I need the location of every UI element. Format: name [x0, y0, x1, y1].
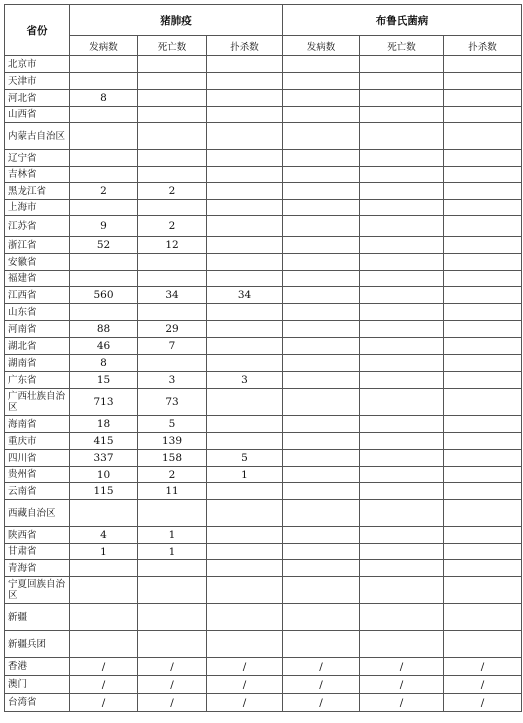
- province-cell: 西藏自治区: [5, 500, 70, 527]
- province-cell: 重庆市: [5, 433, 70, 450]
- table-row: [5, 90, 522, 107]
- value-cell: 1: [70, 544, 138, 560]
- province-cell: 辽宁省: [5, 150, 70, 167]
- value-cell: 11: [138, 483, 207, 500]
- value-cell: /: [207, 658, 283, 676]
- province-cell: 江西省: [5, 287, 70, 304]
- value-cell: [360, 604, 444, 631]
- value-cell: [207, 500, 283, 527]
- table-row: [5, 73, 522, 90]
- value-cell: [283, 416, 360, 433]
- table-row: [5, 694, 522, 712]
- value-cell: [207, 544, 283, 560]
- value-cell: [70, 577, 138, 604]
- value-cell: [70, 631, 138, 658]
- value-cell: [283, 500, 360, 527]
- province-cell: 内蒙古自治区: [5, 123, 70, 150]
- province-cell: 黑龙江省: [5, 183, 70, 200]
- value-cell: 158: [138, 450, 207, 467]
- deaths-header: 死亡数: [138, 36, 207, 56]
- value-cell: [207, 355, 283, 372]
- value-cell: /: [283, 694, 360, 712]
- province-cell: 山西省: [5, 107, 70, 123]
- value-cell: [207, 123, 283, 150]
- value-cell: 2: [138, 467, 207, 483]
- value-cell: [207, 271, 283, 287]
- table-row: [5, 338, 522, 355]
- value-cell: [283, 150, 360, 167]
- value-cell: [444, 577, 522, 604]
- value-cell: [70, 167, 138, 183]
- table-row: [5, 56, 522, 73]
- value-cell: [138, 500, 207, 527]
- value-cell: [444, 183, 522, 200]
- value-cell: [360, 287, 444, 304]
- table-row: [5, 658, 522, 676]
- value-cell: [444, 167, 522, 183]
- value-cell: [283, 167, 360, 183]
- value-cell: 713: [70, 389, 138, 416]
- value-cell: [207, 167, 283, 183]
- province-cell: 贵州省: [5, 467, 70, 483]
- value-cell: [138, 150, 207, 167]
- value-cell: [138, 560, 207, 577]
- value-cell: [138, 200, 207, 216]
- value-cell: [360, 577, 444, 604]
- table-row: [5, 631, 522, 658]
- value-cell: 52: [70, 237, 138, 254]
- table-row: [5, 527, 522, 544]
- value-cell: [444, 321, 522, 338]
- value-cell: [70, 254, 138, 271]
- table-row: [5, 500, 522, 527]
- value-cell: [283, 90, 360, 107]
- value-cell: [207, 321, 283, 338]
- value-cell: [444, 56, 522, 73]
- value-cell: 560: [70, 287, 138, 304]
- value-cell: 5: [207, 450, 283, 467]
- province-cell: 宁夏回族自治区: [5, 577, 70, 604]
- province-cell: 天津市: [5, 73, 70, 90]
- table-row: [5, 355, 522, 372]
- value-cell: 9: [70, 216, 138, 237]
- value-cell: [444, 200, 522, 216]
- value-cell: [283, 304, 360, 321]
- province-cell: 甘肃省: [5, 544, 70, 560]
- value-cell: 1: [138, 544, 207, 560]
- value-cell: 8: [70, 90, 138, 107]
- value-cell: 139: [138, 433, 207, 450]
- value-cell: [70, 271, 138, 287]
- value-cell: [283, 338, 360, 355]
- table-row: [5, 183, 522, 200]
- culled-header: 扑杀数: [444, 36, 522, 56]
- value-cell: [360, 527, 444, 544]
- value-cell: [207, 527, 283, 544]
- value-cell: [138, 577, 207, 604]
- value-cell: [70, 123, 138, 150]
- value-cell: [360, 389, 444, 416]
- province-header: 省份: [5, 5, 70, 56]
- brucellosis-header: 布鲁氏菌病: [283, 5, 522, 36]
- value-cell: [70, 304, 138, 321]
- province-cell: 广东省: [5, 372, 70, 389]
- value-cell: [444, 483, 522, 500]
- value-cell: [444, 237, 522, 254]
- value-cell: [138, 73, 207, 90]
- province-cell: 浙江省: [5, 237, 70, 254]
- value-cell: [207, 73, 283, 90]
- value-cell: /: [283, 658, 360, 676]
- value-cell: [207, 577, 283, 604]
- province-cell: 海南省: [5, 416, 70, 433]
- table-row: [5, 483, 522, 500]
- value-cell: [360, 631, 444, 658]
- value-cell: [444, 416, 522, 433]
- value-cell: 8: [70, 355, 138, 372]
- value-cell: [360, 90, 444, 107]
- deaths-header: 死亡数: [360, 36, 444, 56]
- table-row: [5, 389, 522, 416]
- value-cell: /: [207, 676, 283, 694]
- province-cell: 湖北省: [5, 338, 70, 355]
- table-row: [5, 150, 522, 167]
- value-cell: [207, 107, 283, 123]
- value-cell: 29: [138, 321, 207, 338]
- value-cell: [138, 90, 207, 107]
- value-cell: [138, 56, 207, 73]
- value-cell: [444, 271, 522, 287]
- culled-header: 扑杀数: [207, 36, 283, 56]
- value-cell: /: [444, 694, 522, 712]
- value-cell: 337: [70, 450, 138, 467]
- value-cell: 10: [70, 467, 138, 483]
- value-cell: 115: [70, 483, 138, 500]
- value-cell: [283, 483, 360, 500]
- value-cell: [444, 304, 522, 321]
- value-cell: [360, 150, 444, 167]
- value-cell: [283, 56, 360, 73]
- value-cell: [138, 167, 207, 183]
- value-cell: [444, 254, 522, 271]
- value-cell: [360, 560, 444, 577]
- province-cell: 澳门: [5, 676, 70, 694]
- value-cell: [283, 287, 360, 304]
- value-cell: [138, 271, 207, 287]
- value-cell: [207, 90, 283, 107]
- value-cell: [207, 200, 283, 216]
- value-cell: [283, 631, 360, 658]
- value-cell: [283, 389, 360, 416]
- value-cell: [207, 433, 283, 450]
- value-cell: 34: [138, 287, 207, 304]
- table-row: [5, 237, 522, 254]
- value-cell: /: [207, 694, 283, 712]
- province-cell: 河北省: [5, 90, 70, 107]
- value-cell: [360, 200, 444, 216]
- table-row: [5, 544, 522, 560]
- value-cell: [360, 355, 444, 372]
- value-cell: /: [444, 676, 522, 694]
- value-cell: 12: [138, 237, 207, 254]
- value-cell: [283, 433, 360, 450]
- value-cell: [360, 467, 444, 483]
- table-row: [5, 450, 522, 467]
- value-cell: [444, 73, 522, 90]
- value-cell: [138, 123, 207, 150]
- value-cell: [444, 389, 522, 416]
- value-cell: [283, 527, 360, 544]
- value-cell: 5: [138, 416, 207, 433]
- value-cell: /: [138, 676, 207, 694]
- value-cell: [207, 56, 283, 73]
- value-cell: [70, 560, 138, 577]
- value-cell: [283, 271, 360, 287]
- value-cell: [138, 304, 207, 321]
- table-row: [5, 123, 522, 150]
- table-row: [5, 304, 522, 321]
- value-cell: [360, 544, 444, 560]
- value-cell: [70, 107, 138, 123]
- value-cell: [360, 338, 444, 355]
- value-cell: [360, 73, 444, 90]
- value-cell: /: [360, 694, 444, 712]
- table-row: [5, 167, 522, 183]
- cases-header: 发病数: [283, 36, 360, 56]
- value-cell: [70, 150, 138, 167]
- table-row: [5, 416, 522, 433]
- value-cell: [207, 604, 283, 631]
- table-row: [5, 271, 522, 287]
- value-cell: 46: [70, 338, 138, 355]
- value-cell: 4: [70, 527, 138, 544]
- value-cell: [207, 150, 283, 167]
- province-cell: 新疆: [5, 604, 70, 631]
- value-cell: [138, 107, 207, 123]
- value-cell: [283, 254, 360, 271]
- table-row: [5, 467, 522, 483]
- value-cell: [138, 604, 207, 631]
- province-cell: 湖南省: [5, 355, 70, 372]
- value-cell: [444, 604, 522, 631]
- value-cell: [444, 355, 522, 372]
- value-cell: [444, 123, 522, 150]
- value-cell: [207, 183, 283, 200]
- value-cell: [207, 631, 283, 658]
- value-cell: [444, 527, 522, 544]
- value-cell: [360, 372, 444, 389]
- province-cell: 江苏省: [5, 216, 70, 237]
- value-cell: [283, 560, 360, 577]
- table-row: [5, 287, 522, 304]
- table-row: [5, 560, 522, 577]
- value-cell: [283, 123, 360, 150]
- value-cell: [360, 304, 444, 321]
- value-cell: 18: [70, 416, 138, 433]
- value-cell: [283, 183, 360, 200]
- value-cell: [70, 604, 138, 631]
- cases-header: 发病数: [70, 36, 138, 56]
- value-cell: 1: [138, 527, 207, 544]
- value-cell: [138, 254, 207, 271]
- value-cell: [70, 56, 138, 73]
- value-cell: [360, 271, 444, 287]
- value-cell: 1: [207, 467, 283, 483]
- province-cell: 青海省: [5, 560, 70, 577]
- value-cell: [70, 500, 138, 527]
- value-cell: 73: [138, 389, 207, 416]
- province-cell: 河南省: [5, 321, 70, 338]
- value-cell: /: [138, 658, 207, 676]
- province-cell: 台湾省: [5, 694, 70, 712]
- province-cell: 广西壮族自治区: [5, 389, 70, 416]
- value-cell: 2: [70, 183, 138, 200]
- value-cell: 7: [138, 338, 207, 355]
- value-cell: [283, 355, 360, 372]
- value-cell: [360, 321, 444, 338]
- value-cell: /: [283, 676, 360, 694]
- value-cell: [444, 467, 522, 483]
- value-cell: 3: [207, 372, 283, 389]
- value-cell: 3: [138, 372, 207, 389]
- value-cell: 88: [70, 321, 138, 338]
- value-cell: [207, 338, 283, 355]
- value-cell: [444, 560, 522, 577]
- value-cell: [283, 321, 360, 338]
- province-cell: 上海市: [5, 200, 70, 216]
- table-row: [5, 676, 522, 694]
- value-cell: [360, 216, 444, 237]
- value-cell: [360, 183, 444, 200]
- value-cell: [444, 500, 522, 527]
- value-cell: [360, 433, 444, 450]
- value-cell: /: [70, 676, 138, 694]
- province-cell: 新疆兵团: [5, 631, 70, 658]
- value-cell: [283, 604, 360, 631]
- value-cell: [283, 200, 360, 216]
- value-cell: 2: [138, 216, 207, 237]
- value-cell: [283, 107, 360, 123]
- value-cell: [138, 631, 207, 658]
- province-cell: 云南省: [5, 483, 70, 500]
- swine-pasteurellosis-header: 猪肺疫: [70, 5, 283, 36]
- value-cell: [360, 450, 444, 467]
- value-cell: /: [138, 694, 207, 712]
- value-cell: [360, 56, 444, 73]
- value-cell: [207, 483, 283, 500]
- table-row: [5, 200, 522, 216]
- province-cell: 香港: [5, 658, 70, 676]
- value-cell: [360, 254, 444, 271]
- table-row: [5, 254, 522, 271]
- province-cell: 陕西省: [5, 527, 70, 544]
- table-row: [5, 604, 522, 631]
- value-cell: [138, 355, 207, 372]
- value-cell: /: [70, 694, 138, 712]
- value-cell: [207, 389, 283, 416]
- value-cell: [283, 73, 360, 90]
- value-cell: [444, 372, 522, 389]
- value-cell: [207, 237, 283, 254]
- value-cell: [207, 254, 283, 271]
- value-cell: /: [360, 658, 444, 676]
- value-cell: [444, 433, 522, 450]
- value-cell: [444, 544, 522, 560]
- value-cell: [283, 450, 360, 467]
- value-cell: [207, 560, 283, 577]
- value-cell: [444, 287, 522, 304]
- table-row: [5, 577, 522, 604]
- value-cell: [444, 216, 522, 237]
- value-cell: [283, 544, 360, 560]
- table-row: [5, 216, 522, 237]
- value-cell: [444, 107, 522, 123]
- value-cell: [360, 237, 444, 254]
- province-cell: 安徽省: [5, 254, 70, 271]
- value-cell: [444, 150, 522, 167]
- table-row: [5, 372, 522, 389]
- value-cell: 34: [207, 287, 283, 304]
- value-cell: 2: [138, 183, 207, 200]
- value-cell: [283, 577, 360, 604]
- province-cell: 四川省: [5, 450, 70, 467]
- value-cell: [360, 416, 444, 433]
- value-cell: [207, 216, 283, 237]
- value-cell: [360, 483, 444, 500]
- value-cell: [444, 631, 522, 658]
- value-cell: [360, 500, 444, 527]
- province-cell: 山东省: [5, 304, 70, 321]
- value-cell: [70, 73, 138, 90]
- value-cell: [360, 123, 444, 150]
- value-cell: [444, 450, 522, 467]
- value-cell: [360, 167, 444, 183]
- value-cell: [283, 237, 360, 254]
- value-cell: [283, 216, 360, 237]
- value-cell: 15: [70, 372, 138, 389]
- disease-statistics-table: [4, 4, 522, 712]
- province-cell: 吉林省: [5, 167, 70, 183]
- table-row: [5, 433, 522, 450]
- value-cell: [360, 107, 444, 123]
- value-cell: 415: [70, 433, 138, 450]
- value-cell: [283, 372, 360, 389]
- value-cell: /: [444, 658, 522, 676]
- value-cell: /: [360, 676, 444, 694]
- value-cell: /: [70, 658, 138, 676]
- table-row: [5, 321, 522, 338]
- value-cell: [283, 467, 360, 483]
- value-cell: [207, 416, 283, 433]
- value-cell: [444, 90, 522, 107]
- table-row: [5, 107, 522, 123]
- value-cell: [444, 338, 522, 355]
- value-cell: [207, 304, 283, 321]
- value-cell: [70, 200, 138, 216]
- province-cell: 福建省: [5, 271, 70, 287]
- province-cell: 北京市: [5, 56, 70, 73]
